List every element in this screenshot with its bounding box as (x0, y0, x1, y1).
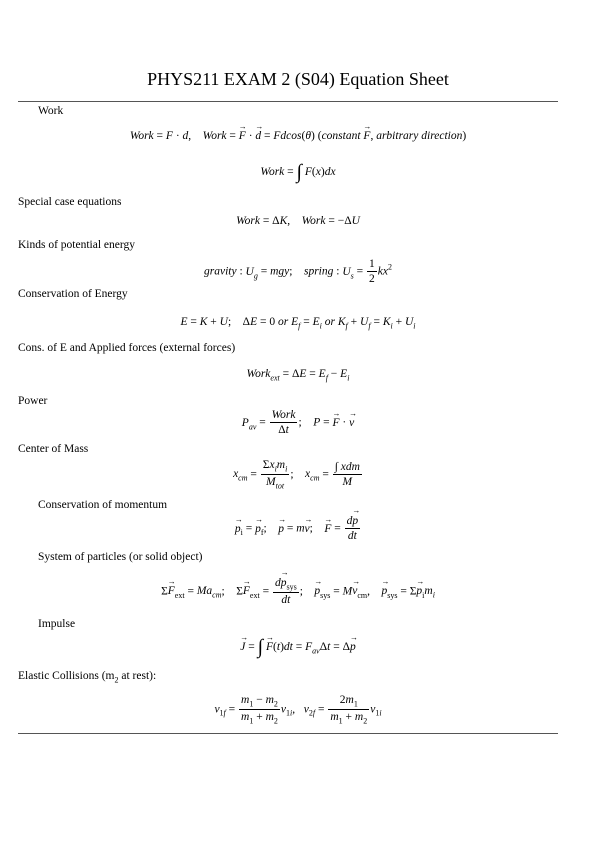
heading-applied-forces: Cons. of E and Applied forces (external forces) (18, 342, 236, 354)
page-title: PHYS211 EXAM 2 (S04) Equation Sheet (147, 69, 449, 89)
heading-elastic-collisions: Elastic Collisions ($m_2$ at rest): (18, 670, 157, 685)
heading-work: Work (38, 105, 64, 117)
equation-special-case: Work = ΔK, Work = −ΔU (236, 215, 360, 227)
heading-special-case: Special case equations (18, 196, 122, 208)
equation-impulse: → J = ∫ → $F(t)dt = F_{av}\Delta t = \Delta\to p$ (0, 636, 596, 659)
equation-elastic-collisions: $v_{1f}$ = $\frac{m_1 - m_2}{m_1 + m_2}$ $v_{1i}$, $v_{2f}$ = $\frac{2m_1}{m_1 + m_2}$ $v_{1i}$ (214, 694, 382, 726)
equation-external-work: Work$_{ext}$ = $\Delta E = E_f - E_i$ (246, 368, 350, 383)
equation-momentum: → $p_i$ = → $p_f$; → p = m→ v; → F = $\frac{d\to p}{dt}$ (0, 514, 596, 544)
heading-conservation-energy: Conservation of Energy (18, 288, 128, 300)
equation-conservation-energy: E = K + U; ΔE = 0 or $E_f = E_i$ or $K_f + U_f = K_i + U_i$ (180, 316, 416, 331)
equation-work-integral: Work = ∫ F(x)dx (260, 161, 336, 183)
top-divider (18, 101, 558, 102)
equation-system-of-particles: $\Sigma\to F_{ext} = Ma_{cm}$; $\Sigma\to F_{ext}$ = $\frac{d\to p_{sys}}{dt}$ ; → $p_{sys} = M\to v_{cm}$, → $p_{sys} = \Sigma\to p_im_i$ (0, 576, 596, 608)
equation-work-definition: Work = F · d, Work = → F · → d = Fdcos(θ) (constant → F, arbitrary direction) (0, 130, 596, 142)
heading-center-of-mass: Center of Mass (18, 443, 89, 455)
heading-power: Power (18, 395, 48, 407)
heading-impulse: Impulse (38, 618, 76, 630)
heading-conservation-momentum: Conservation of momentum (38, 499, 168, 511)
heading-system-of-particles: System of particles (or solid object) (38, 551, 203, 563)
equation-power: $P_{av}$ = $\frac{\text{Work}}{\Delta t}$ ; P = → F · → v (0, 408, 596, 438)
equation-potential-energy: gravity : $U_g$ = mgy; spring : $U_s$ = $\frac{1}{2}$ $kx^2$ (204, 258, 392, 286)
bottom-divider (18, 733, 558, 734)
equation-center-of-mass: $x_{cm}$ = $\frac{\Sigma x_im_i}{M_{tot}}$ ; $x_{cm}$ = $\frac{\text{∫ xdm}}{M}$ (233, 459, 360, 491)
heading-potential-energy: Kinds of potential energy (18, 239, 135, 251)
